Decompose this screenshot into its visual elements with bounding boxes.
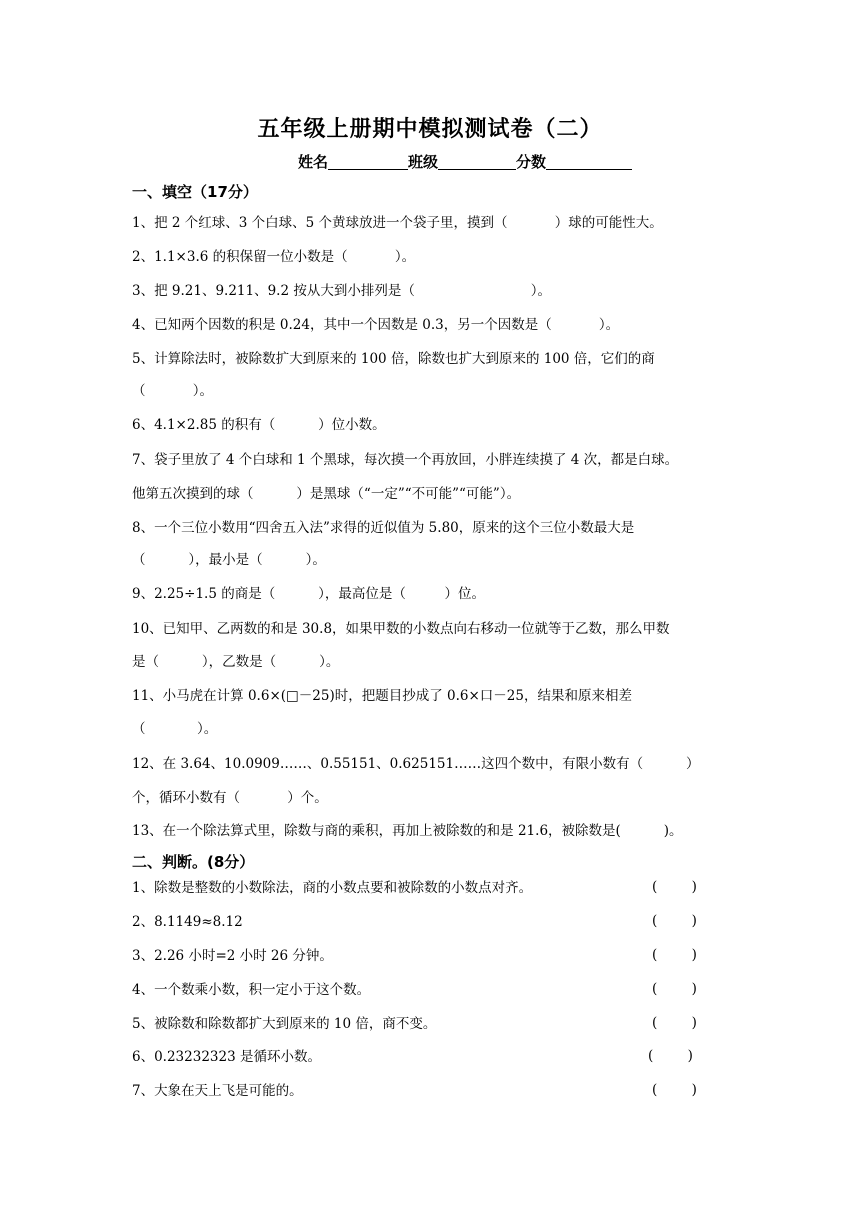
score-blank[interactable] [546, 153, 632, 170]
answer-paren[interactable]: ( ) [652, 879, 697, 895]
answer-paren[interactable]: ( ) [652, 1082, 697, 1098]
question-line: 6、4.1×2.85 的积有（ ）位小数。 [132, 417, 386, 433]
judgement-item: 5、被除数和除数都扩大到原来的 10 倍，商不变。 [132, 1016, 437, 1032]
question-line: （ ），最小是（ ）。 [132, 552, 326, 568]
question-line: 个，循环小数有（ ）个。 [132, 790, 328, 806]
question-line: （ ）。 [132, 383, 213, 399]
judgement-item: 2、8.1149≈8.12 [132, 914, 243, 930]
question-line: 3、把 9.21、9.211、9.2 按从大到小排列是（ ）。 [132, 283, 551, 299]
judgement-item: 3、2.26 小时=2 小时 26 分钟。 [132, 948, 333, 964]
judgement-item: 4、一个数乘小数，积一定小于这个数。 [132, 982, 371, 998]
answer-paren[interactable]: ( ) [652, 981, 697, 997]
judgement-item: 6、0.23232323 是循环小数。 [132, 1049, 321, 1065]
question-line: 8、一个三位小数用“四舍五入法”求得的近似值为 5.80，原来的这个三位小数最大是 [132, 520, 635, 536]
student-info-row [298, 151, 632, 172]
question-line: 1、把 2 个红球、3 个白球、5 个黄球放进一个袋子里，摸到（ ）球的可能性大。 [132, 215, 663, 231]
question-line: 4、已知两个因数的积是 0.24，其中一个因数是 0.3，另一个因数是（ ）。 [132, 317, 620, 333]
class-blank[interactable] [438, 153, 516, 170]
section-judgement-heading: 二、判断。(8分） [132, 853, 255, 871]
question-line: 5、计算除法时，被除数扩大到原来的 100 倍，除数也扩大到原来的 100 倍，它们的商 [132, 351, 655, 367]
section-fill-in-heading: 一、填空（17分） [132, 183, 258, 201]
question-line: 7、袋子里放了 4 个白球和 1 个黑球，每次摸一个再放回，小胖连续摸了 4 次，都是白球。 [132, 452, 679, 468]
question-line: 13、在一个除法算式里，除数与商的乘积，再加上被除数的和是 21.6，被除数是( )。 [132, 823, 683, 839]
page-title: 五年级上册期中模拟测试卷（二） [257, 117, 603, 142]
question-line: 9、2.25÷1.5 的商是（ ），最高位是（ ）位。 [132, 586, 486, 602]
question-line: （ ）。 [132, 721, 218, 737]
class-label: 班级 [408, 153, 439, 171]
answer-paren[interactable]: ( ) [652, 1015, 697, 1031]
question-line: 他第五次摸到的球（ ）是黑球（“一定”“不可能”“可能”）。 [132, 486, 521, 502]
question-line: 2、1.1×3.6 的积保留一位小数是（ ）。 [132, 249, 416, 265]
question-line: 12、在 3.64、10.0909……、0.55151、0.625151……这四个数中，有限小数有（ ） [132, 756, 700, 772]
question-line: 11、小马虎在计算 0.6×(□－25)时，把题目抄成了 0.6×口－25，结果和原来相差 [132, 688, 632, 704]
name-label: 姓名 [298, 153, 329, 171]
answer-paren[interactable]: ( ) [652, 913, 697, 929]
judgement-item: 1、除数是整数的小数除法，商的小数点要和被除数的小数点对齐。 [132, 880, 533, 896]
question-line: 是（ ），乙数是（ ）。 [132, 654, 340, 670]
question-line: 10、已知甲、乙两数的和是 30.8，如果甲数的小数点向右移动一位就等于乙数，那么甲数 [132, 621, 670, 637]
answer-paren[interactable]: ( ) [652, 947, 697, 963]
score-label: 分数 [516, 153, 547, 171]
judgement-item: 7、大象在天上飞是可能的。 [132, 1083, 303, 1099]
name-blank[interactable] [328, 153, 408, 170]
answer-paren[interactable]: ( ) [648, 1048, 693, 1064]
